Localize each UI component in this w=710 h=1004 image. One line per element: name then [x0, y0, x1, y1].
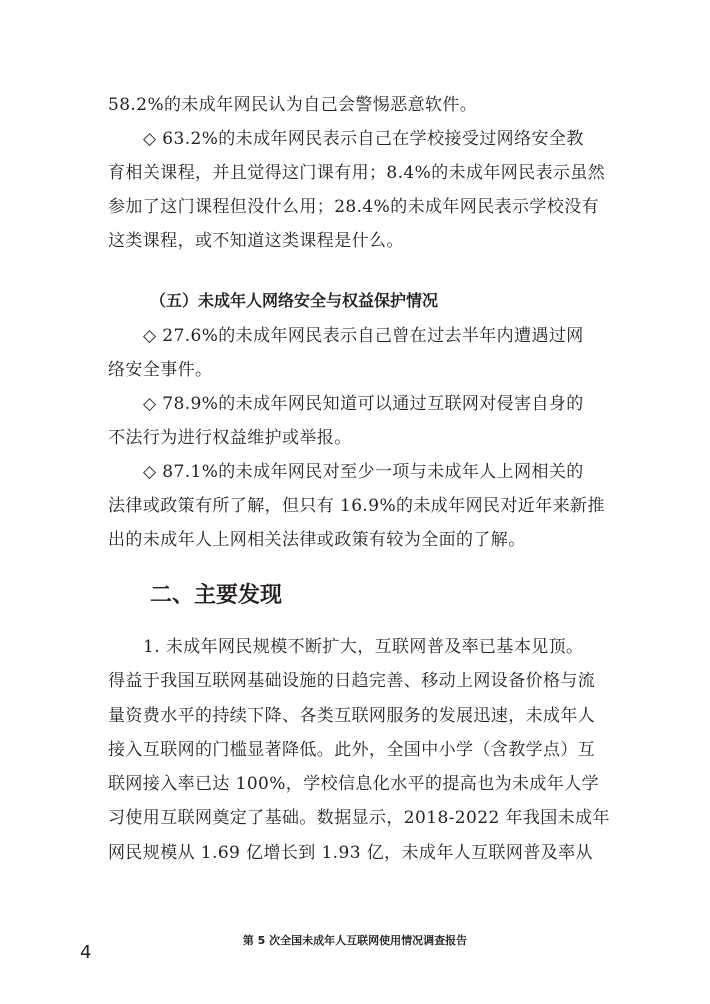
bullet-line: ◇ 87.1%的未成年网民对至少一项与未成年人上网相关的 — [143, 462, 584, 482]
section-heading: 二、主要发现 — [150, 583, 283, 608]
body-line: 接入互联网的门槛显著降低。此外，全国中小学（含教学点）互 — [108, 740, 596, 760]
body-line: 不法行为进行权益维护或举报。 — [108, 428, 352, 448]
bullet-line: ◇ 78.9%的未成年网民知道可以通过互联网对侵害自身的 — [143, 394, 584, 414]
body-line: 联网接入率已达 100%，学校信息化水平的提高也为未成年人学 — [108, 774, 600, 794]
body-line: 习使用互联网奠定了基础。数据显示，2018-2022 年我国未成年 — [108, 808, 610, 828]
page-number: 4 — [80, 942, 92, 963]
footer-report-title: 第 5 次全国未成年人互联网使用情况调查报告 — [242, 934, 468, 947]
section-subheading: （五）未成年人网络安全与权益保护情况 — [150, 291, 439, 310]
body-line: 参加了这门课程但没什么用；28.4%的未成年网民表示学校没有 — [108, 197, 600, 217]
body-line: 络安全事件。 — [108, 360, 213, 380]
body-line: 出的未成年人上网相关法律或政策有较为全面的了解。 — [108, 530, 526, 550]
body-line: 这类课程，或不知道这类课程是什么。 — [108, 231, 404, 251]
body-line: 网民规模从 1.69 亿增长到 1.93 亿，未成年人互联网普及率从 — [108, 843, 593, 863]
bullet-line: ◇ 27.6%的未成年网民表示自己曾在过去半年内遭遇过网 — [143, 326, 584, 346]
body-line: 得益于我国互联网基础设施的日趋完善、移动上网设备价格与流 — [108, 671, 596, 691]
bullet-line: ◇ 63.2%的未成年网民表示自己在学校接受过网络安全教 — [143, 129, 584, 149]
body-line: 育相关课程，并且觉得这门课有用；8.4%的未成年网民表示虽然 — [108, 163, 606, 183]
body-line: 58.2%的未成年网民认为自己会警惕恶意软件。 — [108, 95, 478, 115]
body-line: 法律或政策有所了解，但只有 16.9%的未成年网民对近年来新推 — [108, 496, 605, 516]
body-line: 1. 未成年网民规模不断扩大，互联网普及率已基本见顶。 — [143, 637, 584, 657]
body-line: 量资费水平的持续下降、各类互联网服务的发展迅速，未成年人 — [108, 706, 596, 726]
